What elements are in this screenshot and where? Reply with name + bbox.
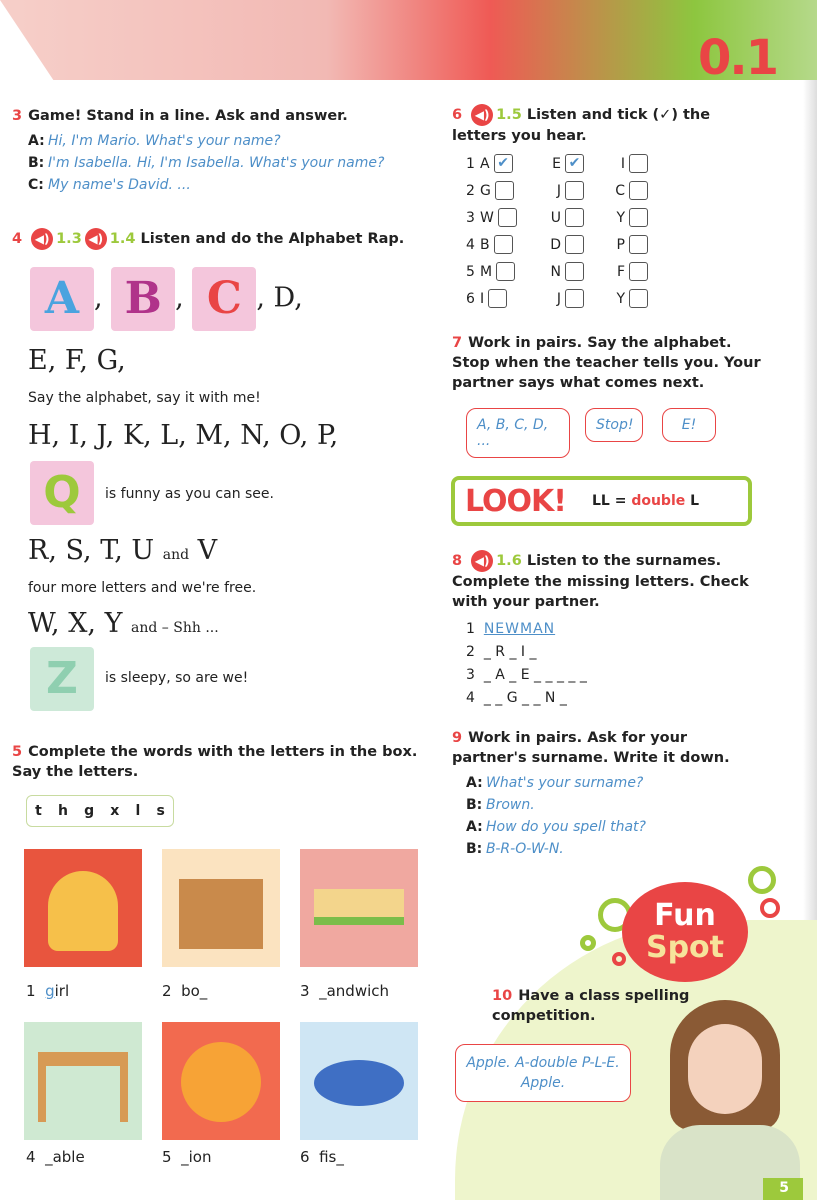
dialogue-line: A: How do you spell that? xyxy=(466,819,646,835)
look-title: LOOK! xyxy=(465,483,566,519)
fun-spot-badge: Fun Spot xyxy=(622,882,748,982)
audio-icon[interactable]: ◀) xyxy=(471,104,493,126)
audio-icon[interactable]: ◀) xyxy=(31,228,53,250)
fish-picture xyxy=(300,1022,418,1140)
rap-line-7: four more letters and we're free. xyxy=(28,580,257,596)
track-number: 1.3 xyxy=(56,231,82,247)
speech-bubble: E! xyxy=(662,408,716,442)
row-number: 4 xyxy=(466,236,475,253)
tick-item xyxy=(520,208,584,227)
letter: B xyxy=(480,236,490,253)
exercise-number: 8 xyxy=(452,553,463,569)
checkbox[interactable] xyxy=(629,262,648,281)
tick-item xyxy=(584,289,648,308)
exercise-title: Listen and tick (✓) the letters you hear. xyxy=(452,107,711,144)
row-number: 3 xyxy=(466,209,475,226)
box-picture xyxy=(162,849,280,967)
tick-row xyxy=(466,150,752,177)
tick-row xyxy=(466,204,752,231)
exercise-title: Work in pairs. Ask for your partner's surname. Write it down. xyxy=(452,730,730,766)
letter: N xyxy=(550,263,561,280)
checkbox[interactable] xyxy=(495,181,514,200)
word-item-1: 1 girl xyxy=(26,982,70,1000)
dialogue-line: B: B-R-O-W-N. xyxy=(466,841,564,857)
exercise-title: Listen and do the Alphabet Rap. xyxy=(140,231,405,247)
letter: C xyxy=(615,182,625,199)
exercise-number: 9 xyxy=(452,730,463,746)
tick-item xyxy=(520,154,584,173)
checked-checkbox[interactable]: ✔ xyxy=(565,154,584,173)
exercise-number: 4 xyxy=(12,231,23,247)
exercise-9 xyxy=(452,728,752,860)
row-number: 1 xyxy=(466,155,475,172)
tick-row xyxy=(466,258,752,285)
lion-picture xyxy=(162,1022,280,1140)
tick-row xyxy=(466,177,752,204)
page-number: 5 xyxy=(779,1180,789,1196)
exercise-title: Have a class spelling competition. xyxy=(492,988,690,1024)
letter: J xyxy=(556,182,561,199)
header-banner xyxy=(0,0,817,80)
letter: Y xyxy=(616,209,625,226)
row-number: 2 xyxy=(466,182,475,199)
letter: Y xyxy=(616,290,625,307)
letter: U xyxy=(550,209,561,226)
word-item-2: 2 bo_ xyxy=(162,982,208,1000)
checkbox[interactable] xyxy=(629,154,648,173)
letter-z-character: Z xyxy=(30,647,94,711)
exercise-5 xyxy=(12,742,422,782)
checkbox[interactable] xyxy=(565,181,584,200)
letter: G xyxy=(480,182,491,199)
tick-item xyxy=(480,154,520,173)
exercise-3 xyxy=(12,106,432,196)
tick-item xyxy=(584,208,648,227)
track-number: 1.4 xyxy=(109,231,136,247)
exercise-number: 10 xyxy=(492,988,513,1004)
tick-item xyxy=(480,262,520,281)
letter: P xyxy=(616,236,625,253)
speech-bubble: Apple. A-double P-L-E. Apple. xyxy=(455,1044,631,1102)
look-text: LL = double L xyxy=(591,493,700,509)
checkbox[interactable] xyxy=(565,235,584,254)
checkbox[interactable] xyxy=(629,289,648,308)
dialogue-line: B: I'm Isabella. Hi, I'm Isabella. What's your name? xyxy=(28,155,385,171)
letter-q-character: Q xyxy=(30,461,94,525)
tick-item xyxy=(520,289,584,308)
letter-box: t h g x l s xyxy=(26,795,174,827)
tick-item xyxy=(520,235,584,254)
audio-icon[interactable]: ◀) xyxy=(471,550,493,572)
audio-icon[interactable]: ◀) xyxy=(85,228,107,250)
letter: W xyxy=(480,209,494,226)
tick-item xyxy=(480,235,520,254)
checkbox[interactable] xyxy=(565,208,584,227)
exercise-title: Work in pairs. Say the alphabet. Stop when the teacher tells you. Your partner says what comes next. xyxy=(452,335,761,391)
checkbox[interactable] xyxy=(494,235,513,254)
look-box xyxy=(451,476,752,526)
exercise-number: 5 xyxy=(12,744,23,760)
tick-item xyxy=(520,181,584,200)
rap-line-5: is funny as you can see. xyxy=(105,486,274,502)
row-number: 6 xyxy=(466,290,475,307)
exercise-title: Listen to the surnames. Complete the missing letters. Check with your partner. xyxy=(452,553,749,610)
checkbox[interactable] xyxy=(565,262,584,281)
rap-line-4: H, I, J, K, L, M, N, O, P, xyxy=(28,420,339,451)
exercise-6 xyxy=(452,104,752,312)
surname-item: 3 _ A _ E _ _ _ _ _ xyxy=(466,667,587,683)
checkbox[interactable] xyxy=(629,235,648,254)
letter: E xyxy=(552,155,561,172)
tick-row xyxy=(466,231,752,258)
checkbox[interactable] xyxy=(629,181,648,200)
sandwich-picture xyxy=(300,849,418,967)
row-number: 5 xyxy=(466,263,475,280)
letter: D xyxy=(550,236,561,253)
checkbox[interactable] xyxy=(498,208,517,227)
letter-b-character: B xyxy=(111,267,175,331)
exercise-8 xyxy=(452,550,752,710)
word-item-6: 6 fis_ xyxy=(300,1148,344,1166)
tick-item xyxy=(520,262,584,281)
exercise-title: Complete the words with the letters in the box. Say the letters. xyxy=(12,744,418,780)
tick-item xyxy=(584,154,648,173)
girl-picture xyxy=(24,849,142,967)
speech-bubble: Stop! xyxy=(585,408,643,442)
track-number: 1.6 xyxy=(496,553,522,569)
decor-ring xyxy=(580,935,596,951)
exercise-4 xyxy=(12,228,432,250)
letter: F xyxy=(616,263,625,280)
tick-item xyxy=(480,208,520,227)
surname-item: 4 _ _ G _ _ N _ xyxy=(466,690,567,706)
rap-line-9: is sleepy, so are we! xyxy=(105,670,249,686)
exercise-number: 7 xyxy=(452,335,463,351)
exercise-number: 3 xyxy=(12,108,23,124)
rap-line-6: R, S, T, U and V xyxy=(28,535,218,566)
rap-line-1: A , B , C , D, xyxy=(30,267,303,331)
dialogue-line: A: Hi, I'm Mario. What's your name? xyxy=(28,133,281,149)
checkbox[interactable] xyxy=(496,262,515,281)
letter: I xyxy=(480,290,485,307)
tick-item xyxy=(584,181,648,200)
exercise-7 xyxy=(452,333,762,393)
checkbox[interactable] xyxy=(488,289,507,308)
dialogue-line: A: What's your surname? xyxy=(466,775,644,791)
checkbox[interactable] xyxy=(565,289,584,308)
surname-item: 1 NEWMAN xyxy=(466,621,556,637)
word-item-4: 4 _able xyxy=(26,1148,85,1166)
rap-line-8: W, X, Y and – Shh ... xyxy=(28,608,219,639)
word-item-5: 5 _ion xyxy=(162,1148,212,1166)
letter-c-character: C xyxy=(192,267,256,331)
dialogue-line: C: My name's David. ... xyxy=(28,177,191,193)
table-picture xyxy=(24,1022,142,1140)
decor-ring xyxy=(748,866,776,894)
banner-corner xyxy=(0,0,60,90)
exercise-number: 6 xyxy=(452,107,463,123)
tick-grid xyxy=(466,150,752,312)
speech-bubble: A, B, C, D, ... xyxy=(466,408,570,458)
letter: J xyxy=(556,290,561,307)
track-number: 1.5 xyxy=(496,107,522,123)
checked-checkbox[interactable]: ✔ xyxy=(494,154,513,173)
tick-item xyxy=(480,289,520,308)
letter-a-character: A xyxy=(30,267,94,331)
letter: M xyxy=(480,263,493,280)
tick-row xyxy=(466,285,752,312)
checkbox[interactable] xyxy=(629,208,648,227)
rap-line-3: Say the alphabet, say it with me! xyxy=(28,390,261,406)
unit-number: 0.1 xyxy=(697,30,777,86)
word-item-3: 3 _andwich xyxy=(300,982,390,1000)
decor-ring xyxy=(760,898,780,918)
rap-line-2: E, F, G, xyxy=(28,345,126,376)
exercise-title: Game! Stand in a line. Ask and answer. xyxy=(28,108,348,124)
letter: A xyxy=(480,155,490,172)
tick-item xyxy=(584,262,648,281)
surname-item: 2 _ R _ I _ xyxy=(466,644,537,660)
letter: I xyxy=(620,155,625,172)
girl-photo xyxy=(650,1000,800,1200)
dialogue-line: B: Brown. xyxy=(466,797,535,813)
tick-item xyxy=(480,181,520,200)
tick-item xyxy=(584,235,648,254)
